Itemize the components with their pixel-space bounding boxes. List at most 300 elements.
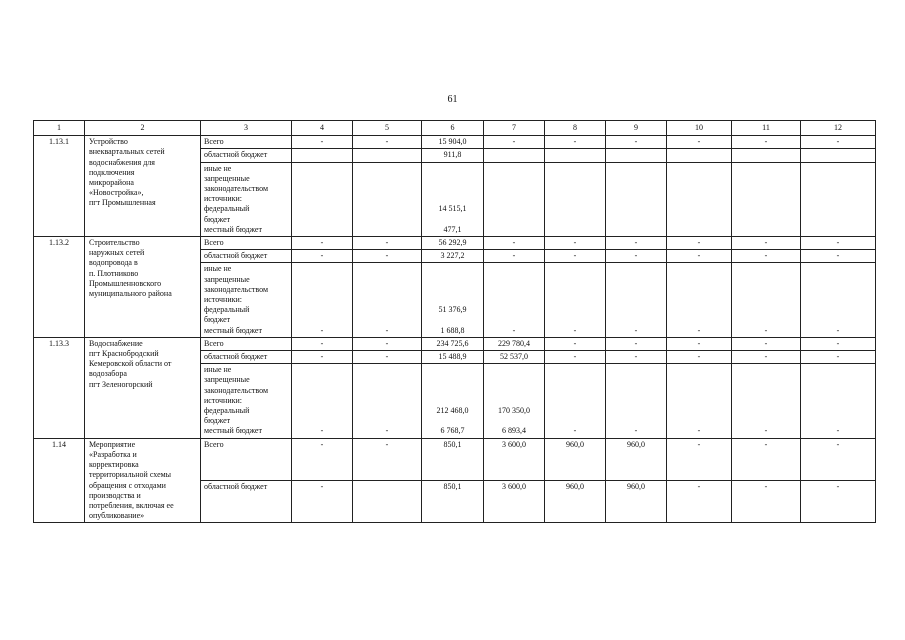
spacer bbox=[670, 264, 728, 274]
header-cell-12: 12 bbox=[801, 121, 876, 136]
measure-name-line: «Разработка и bbox=[89, 449, 137, 459]
spacer bbox=[609, 396, 663, 406]
local-value bbox=[295, 225, 349, 235]
spacer bbox=[735, 164, 797, 174]
spacer bbox=[735, 315, 797, 325]
spacer bbox=[295, 295, 349, 305]
spacer bbox=[356, 386, 418, 396]
spacer bbox=[735, 416, 797, 426]
spacer bbox=[356, 285, 418, 295]
spacer bbox=[670, 275, 728, 285]
local-value bbox=[487, 225, 541, 235]
spacer bbox=[295, 275, 349, 285]
spacer bbox=[609, 275, 663, 285]
measure-name-line: Мероприятие bbox=[89, 439, 136, 449]
value-cell: - bbox=[292, 136, 353, 149]
source-other-line: иные не bbox=[204, 264, 232, 274]
measure-name-line: подключения bbox=[89, 167, 135, 177]
source-local-line: местный бюджет bbox=[204, 224, 262, 234]
value-cell: - bbox=[292, 250, 353, 263]
value-cell: - bbox=[732, 250, 801, 263]
value-cell: 911,8 bbox=[422, 149, 484, 162]
spacer bbox=[425, 184, 480, 194]
measure-name-line: Строительство bbox=[89, 238, 140, 248]
spacer bbox=[804, 375, 872, 385]
federal-value bbox=[735, 406, 797, 416]
table-row bbox=[34, 237, 876, 250]
spacer bbox=[735, 386, 797, 396]
header-cell-11: 11 bbox=[732, 121, 801, 136]
spacer bbox=[356, 416, 418, 426]
measure-name-line: Устройство bbox=[89, 137, 128, 147]
source-other bbox=[201, 263, 292, 337]
spacer bbox=[295, 264, 349, 274]
local-value: - bbox=[697, 325, 701, 335]
header-cell-5: 5 bbox=[353, 121, 422, 136]
value-cell: - bbox=[292, 438, 353, 480]
spacer bbox=[548, 315, 602, 325]
local-value bbox=[804, 225, 872, 235]
measure-name-line: Промышленновского bbox=[89, 278, 162, 288]
spacer bbox=[670, 386, 728, 396]
value-cell bbox=[422, 162, 484, 236]
spacer bbox=[356, 275, 418, 285]
local-value: 1 688,8 bbox=[440, 325, 465, 335]
value-cell bbox=[353, 481, 422, 523]
federal-value bbox=[548, 305, 602, 315]
value-cell: - bbox=[667, 250, 732, 263]
value-cell: - bbox=[353, 438, 422, 480]
measure-name-line: территориальной схемы bbox=[89, 470, 172, 480]
value-cell bbox=[801, 149, 876, 162]
spacer bbox=[487, 264, 541, 274]
value-cell bbox=[353, 364, 422, 438]
spacer bbox=[356, 264, 418, 274]
spacer bbox=[487, 396, 541, 406]
local-value bbox=[670, 225, 728, 235]
measure-name-line: Кемеровской области от bbox=[89, 359, 172, 369]
value-cell: 3 227,2 bbox=[422, 250, 484, 263]
measure-name-line: водопровода в bbox=[89, 258, 138, 268]
spacer bbox=[609, 285, 663, 295]
spacer bbox=[425, 194, 480, 204]
value-cell: - bbox=[801, 351, 876, 364]
source-regional: областной бюджет bbox=[201, 351, 292, 364]
spacer bbox=[609, 264, 663, 274]
spacer bbox=[295, 315, 349, 325]
local-value: - bbox=[634, 325, 638, 335]
local-value bbox=[609, 225, 663, 235]
header-cell-4: 4 bbox=[292, 121, 353, 136]
spacer bbox=[670, 215, 728, 225]
value-cell bbox=[801, 162, 876, 236]
value-cell: - bbox=[353, 351, 422, 364]
header-cell-1: 1 bbox=[34, 121, 85, 136]
spacer bbox=[735, 275, 797, 285]
spacer bbox=[735, 184, 797, 194]
federal-value bbox=[804, 204, 872, 214]
spacer bbox=[425, 174, 480, 184]
spacer bbox=[804, 164, 872, 174]
spacer bbox=[425, 365, 480, 375]
spacer bbox=[356, 295, 418, 305]
value-cell: 15 488,9 bbox=[422, 351, 484, 364]
spacer bbox=[295, 365, 349, 375]
source-total: Всего bbox=[201, 237, 292, 250]
spacer bbox=[735, 295, 797, 305]
value-cell: - bbox=[545, 351, 606, 364]
value-cell: - bbox=[545, 237, 606, 250]
source-local-line: местный бюджет bbox=[204, 325, 262, 335]
local-value: - bbox=[320, 426, 324, 436]
header-cell-8: 8 bbox=[545, 121, 606, 136]
local-value: - bbox=[573, 325, 577, 335]
row-number: 1.14 bbox=[34, 438, 85, 523]
measure-name-line: опубликование» bbox=[89, 511, 145, 521]
spacer bbox=[487, 416, 541, 426]
spacer bbox=[487, 174, 541, 184]
spacer bbox=[735, 264, 797, 274]
value-cell bbox=[292, 149, 353, 162]
source-other-line: иные не bbox=[204, 163, 232, 173]
spacer bbox=[295, 416, 349, 426]
spacer bbox=[425, 416, 480, 426]
spacer bbox=[670, 315, 728, 325]
value-cell: - bbox=[353, 337, 422, 350]
value-cell bbox=[545, 149, 606, 162]
source-federal-line: бюджет bbox=[204, 416, 231, 426]
value-cell: 960,0 bbox=[606, 438, 667, 480]
value-cell bbox=[606, 263, 667, 337]
source-total: Всего bbox=[201, 136, 292, 149]
value-cell: 850,1 bbox=[422, 481, 484, 523]
value-cell bbox=[667, 263, 732, 337]
value-cell bbox=[292, 162, 353, 236]
source-other bbox=[201, 364, 292, 438]
federal-value bbox=[609, 305, 663, 315]
spacer bbox=[804, 285, 872, 295]
source-regional: областной бюджет bbox=[201, 481, 292, 523]
measure-name-line: пгт Зеленогорский bbox=[89, 379, 153, 389]
federal-value bbox=[609, 204, 663, 214]
spacer bbox=[548, 416, 602, 426]
federal-value bbox=[487, 305, 541, 315]
value-cell: - bbox=[606, 237, 667, 250]
spacer bbox=[670, 396, 728, 406]
spacer bbox=[735, 285, 797, 295]
measure-name bbox=[85, 337, 201, 438]
value-cell bbox=[484, 162, 545, 236]
value-cell: - bbox=[667, 481, 732, 523]
federal-value bbox=[295, 305, 349, 315]
spacer bbox=[804, 396, 872, 406]
federal-value bbox=[548, 204, 602, 214]
spacer bbox=[609, 174, 663, 184]
value-cell bbox=[667, 162, 732, 236]
value-cell: - bbox=[292, 481, 353, 523]
spacer bbox=[548, 275, 602, 285]
local-value: 6 768,7 bbox=[440, 426, 465, 436]
measure-name-line: Водоснабжение bbox=[89, 338, 143, 348]
value-cell: - bbox=[606, 250, 667, 263]
spacer bbox=[609, 215, 663, 225]
source-other-line: источники: bbox=[204, 395, 242, 405]
value-cell bbox=[732, 162, 801, 236]
spacer bbox=[487, 295, 541, 305]
value-cell bbox=[292, 364, 353, 438]
spacer bbox=[735, 365, 797, 375]
value-cell: 229 780,4 bbox=[484, 337, 545, 350]
spacer bbox=[425, 386, 480, 396]
value-cell: - bbox=[801, 337, 876, 350]
federal-value: 14 515,1 bbox=[438, 204, 467, 214]
source-other-line: законодательством bbox=[204, 385, 269, 395]
spacer bbox=[609, 375, 663, 385]
federal-value bbox=[804, 406, 872, 416]
source-other-line: законодательством bbox=[204, 284, 269, 294]
measure-name-line: внеквартальных сетей bbox=[89, 147, 165, 157]
value-cell: - bbox=[353, 136, 422, 149]
value-cell: - bbox=[545, 337, 606, 350]
value-cell: - bbox=[667, 237, 732, 250]
spacer bbox=[735, 174, 797, 184]
measure-name-line: потребления, включая ее bbox=[89, 500, 174, 510]
spacer bbox=[548, 365, 602, 375]
spacer bbox=[487, 194, 541, 204]
spacer bbox=[548, 375, 602, 385]
value-cell: - bbox=[292, 351, 353, 364]
federal-value bbox=[670, 204, 728, 214]
value-cell bbox=[801, 364, 876, 438]
value-cell bbox=[292, 263, 353, 337]
spacer bbox=[735, 215, 797, 225]
value-cell: - bbox=[667, 351, 732, 364]
source-federal-line: федеральный bbox=[204, 305, 250, 315]
value-cell: - bbox=[292, 337, 353, 350]
table-row bbox=[34, 136, 876, 149]
value-cell bbox=[732, 149, 801, 162]
measure-name-line: водозабора bbox=[89, 369, 127, 379]
federal-value bbox=[356, 406, 418, 416]
measure-name-line: микрорайона bbox=[89, 178, 134, 188]
spacer bbox=[670, 164, 728, 174]
measure-name-line: «Новостройка», bbox=[89, 188, 144, 198]
value-cell: - bbox=[606, 136, 667, 149]
spacer bbox=[670, 194, 728, 204]
spacer bbox=[609, 416, 663, 426]
spacer bbox=[804, 295, 872, 305]
header-cell-3: 3 bbox=[201, 121, 292, 136]
local-value bbox=[548, 225, 602, 235]
spacer bbox=[295, 215, 349, 225]
source-federal-line: федеральный bbox=[204, 204, 250, 214]
spacer bbox=[425, 285, 480, 295]
local-value: - bbox=[764, 426, 768, 436]
spacer bbox=[670, 375, 728, 385]
value-cell: - bbox=[801, 237, 876, 250]
federal-value bbox=[356, 204, 418, 214]
value-cell: - bbox=[801, 136, 876, 149]
spacer bbox=[356, 365, 418, 375]
federal-value bbox=[804, 305, 872, 315]
spacer bbox=[670, 365, 728, 375]
spacer bbox=[356, 184, 418, 194]
federal-value bbox=[487, 204, 541, 214]
local-value: - bbox=[385, 325, 389, 335]
header-cell-7: 7 bbox=[484, 121, 545, 136]
source-other-line: источники: bbox=[204, 295, 242, 305]
measure-name-line: производства и bbox=[89, 490, 141, 500]
value-cell: - bbox=[292, 237, 353, 250]
value-cell bbox=[545, 162, 606, 236]
value-cell: - bbox=[606, 337, 667, 350]
spacer bbox=[548, 164, 602, 174]
spacer bbox=[425, 295, 480, 305]
header-cell-2: 2 bbox=[85, 121, 201, 136]
source-other-line: запрещенные bbox=[204, 173, 250, 183]
value-cell bbox=[484, 149, 545, 162]
source-regional: областной бюджет bbox=[201, 149, 292, 162]
spacer bbox=[548, 184, 602, 194]
value-cell bbox=[353, 162, 422, 236]
spacer bbox=[804, 215, 872, 225]
value-cell bbox=[353, 263, 422, 337]
measure-name-line: обращения с отходами bbox=[89, 480, 166, 490]
spacer bbox=[356, 375, 418, 385]
value-cell bbox=[484, 263, 545, 337]
spacer bbox=[548, 285, 602, 295]
value-cell: - bbox=[801, 250, 876, 263]
spacer bbox=[295, 164, 349, 174]
value-cell: - bbox=[484, 136, 545, 149]
measure-name bbox=[85, 136, 201, 237]
page-number: 61 bbox=[447, 94, 458, 105]
source-other-line: законодательством bbox=[204, 184, 269, 194]
local-value: - bbox=[836, 325, 840, 335]
header-cell-9: 9 bbox=[606, 121, 667, 136]
federal-value: 51 376,9 bbox=[438, 305, 467, 315]
value-cell: 960,0 bbox=[545, 438, 606, 480]
spacer bbox=[548, 386, 602, 396]
value-cell bbox=[545, 364, 606, 438]
value-cell: - bbox=[484, 237, 545, 250]
local-value: - bbox=[836, 426, 840, 436]
spacer bbox=[487, 365, 541, 375]
measure-name-line: муниципального района bbox=[89, 289, 172, 299]
spacer bbox=[356, 215, 418, 225]
measure-name-line: пгт Краснобродский bbox=[89, 349, 159, 359]
measure-name-line: пгт Промышленная bbox=[89, 198, 156, 208]
federal-value bbox=[356, 305, 418, 315]
spacer bbox=[804, 416, 872, 426]
header-row bbox=[34, 121, 876, 136]
value-cell bbox=[422, 364, 484, 438]
federal-value bbox=[735, 204, 797, 214]
source-other-line: иные не bbox=[204, 365, 232, 375]
table-row bbox=[34, 438, 876, 480]
federal-value bbox=[670, 406, 728, 416]
spacer bbox=[609, 295, 663, 305]
source-total: Всего bbox=[201, 438, 292, 480]
value-cell: - bbox=[667, 337, 732, 350]
federal-value bbox=[295, 406, 349, 416]
value-cell: - bbox=[606, 351, 667, 364]
value-cell: - bbox=[667, 136, 732, 149]
spacer bbox=[735, 375, 797, 385]
spacer bbox=[487, 275, 541, 285]
value-cell: - bbox=[801, 481, 876, 523]
value-cell: - bbox=[732, 351, 801, 364]
spacer bbox=[548, 194, 602, 204]
source-federal-line: бюджет bbox=[204, 315, 231, 325]
spacer bbox=[295, 194, 349, 204]
measure-name-line: наружных сетей bbox=[89, 248, 145, 258]
value-cell bbox=[545, 263, 606, 337]
measure-name-line: корректировка bbox=[89, 460, 139, 470]
value-cell: 234 725,6 bbox=[422, 337, 484, 350]
value-cell: 52 537,0 bbox=[484, 351, 545, 364]
spacer bbox=[609, 194, 663, 204]
value-cell: - bbox=[732, 438, 801, 480]
source-other-line: запрещенные bbox=[204, 375, 250, 385]
spacer bbox=[548, 215, 602, 225]
spacer bbox=[487, 315, 541, 325]
value-cell: - bbox=[353, 250, 422, 263]
value-cell bbox=[606, 364, 667, 438]
spacer bbox=[670, 184, 728, 194]
spacer bbox=[295, 184, 349, 194]
value-cell: 850,1 bbox=[422, 438, 484, 480]
value-cell bbox=[732, 364, 801, 438]
spacer bbox=[487, 215, 541, 225]
measure-name bbox=[85, 438, 201, 523]
value-cell bbox=[801, 263, 876, 337]
local-value: - bbox=[634, 426, 638, 436]
source-federal-line: бюджет bbox=[204, 214, 231, 224]
spacer bbox=[670, 285, 728, 295]
table-row bbox=[34, 337, 876, 350]
value-cell bbox=[667, 149, 732, 162]
spacer bbox=[356, 164, 418, 174]
spacer bbox=[425, 275, 480, 285]
value-cell bbox=[667, 364, 732, 438]
federal-value: 212 468,0 bbox=[436, 406, 469, 416]
spacer bbox=[295, 285, 349, 295]
spacer bbox=[548, 396, 602, 406]
spacer bbox=[425, 164, 480, 174]
local-value bbox=[735, 225, 797, 235]
value-cell: 3 600,0 bbox=[484, 438, 545, 480]
spacer bbox=[804, 264, 872, 274]
spacer bbox=[425, 215, 480, 225]
spacer bbox=[804, 315, 872, 325]
spacer bbox=[487, 386, 541, 396]
federal-value bbox=[295, 204, 349, 214]
federal-value bbox=[735, 305, 797, 315]
source-regional: областной бюджет bbox=[201, 250, 292, 263]
spacer bbox=[670, 174, 728, 184]
spacer bbox=[609, 386, 663, 396]
value-cell: - bbox=[545, 136, 606, 149]
local-value: - bbox=[573, 426, 577, 436]
value-cell: 960,0 bbox=[606, 481, 667, 523]
spacer bbox=[425, 375, 480, 385]
spacer bbox=[295, 375, 349, 385]
spacer bbox=[295, 396, 349, 406]
spacer bbox=[804, 174, 872, 184]
spacer bbox=[609, 315, 663, 325]
spacer bbox=[425, 264, 480, 274]
